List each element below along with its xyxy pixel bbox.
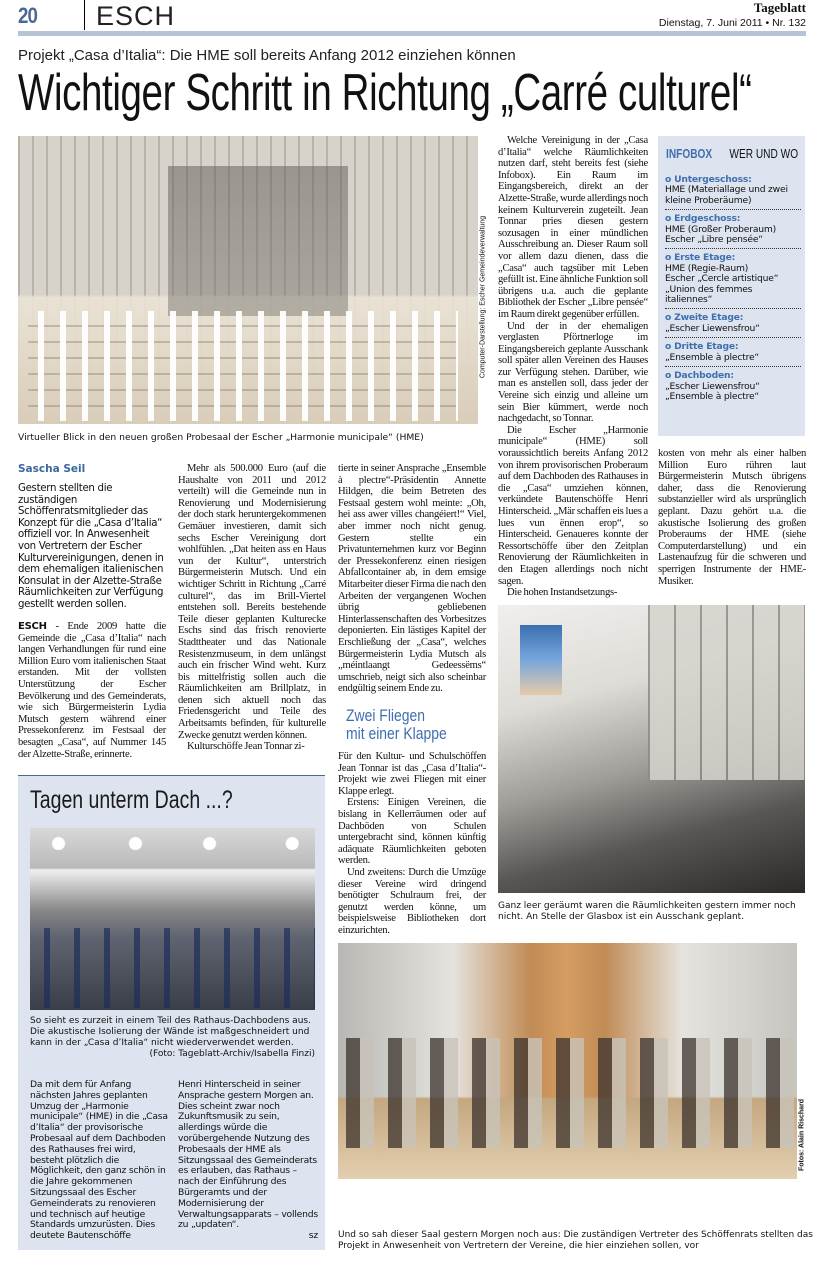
infobox: [658, 136, 805, 436]
paragraph: tierte in seiner Ansprache „Ensemble à plectre“-Präsidentin Annette Hildgen, die beim Betreten des Festsaal gestern wohl meinte: „Oh, hei ass awer villes changéiert!“ Viel, aber immer noch nicht genug. Gestern stellte ein Privatunternehmen kurz vor Beginn der Pressekonferenz einen riesigen Abfallcontainer ab, in dem emsige Mitarbeiter dieser Firma die nach den Arbeiten der vergangenen Wochen übrig gebliebenen Hinterlassenschaften des Vorbesitzes deponierten. Ein lästiges Kapitel der Erschließung der „Casa“, welches Bürgermeisterin Lydia Mutsch als „méintlaangt Gedeessëms“ umschrieb, neigt sich also scheinbar endgültig seinem Ende zu.: [338, 463, 486, 695]
paragraph: Da mit dem für Anfang nächsten Jahres geplanten Umzug der „Harmonie municipale“ (HME) in die „Casa d’Italia“ der provisorische Probesaal auf dem Dachboden des Rathauses frei wird, besteht plötzlich die Möglichkeit, den ganz schön in die Jahre gekommenen Sitzungssaal des Escher Gemeinderats zu renovieren und technisch auf heutige Standards umzurüsten. Dies deutete Bautenschöffe: [30, 1079, 168, 1242]
paragraph: Mehr als 500.000 Euro (auf die Haushalte von 2011 und 2012 verteilt) will die Gemeinde nun in Renovierung und Modernisierung der doch stark heruntergekommenen Gemäuer investieren, damit sich sechs Escher Vereinigung dort wohlfühlen. „Dat heiten ass en Haus vun der Kultur“, unterstrich Bürgermeisterin Mutsch. Und ein wichtiger Schritt in Richtung „Carré culturel“, das im Brill-Viertel entstehen soll. Bereits bestehende Teile dieser geplanten Kulturecke Eschs sind das frisch renovierte Stadttheater und das Nationale Resistenzmuseum, in dem unlängst auch ein frischer Wind weht. Kurz bis mittelfristig sollen auch die Räumlichkeiten am Brillplatz, in denen sich aktuell noch das Friedensgericht und Teile des Arbeitsamts befinden, für kulturelle Zwecke genutzt werden können.: [178, 463, 326, 741]
music-stands: [30, 928, 315, 1008]
sidebar-title: Tagen unterm Dach ...?: [30, 786, 233, 814]
section-title: ESCH: [96, 1, 176, 31]
paragraph: kosten von mehr als einer halben Million Euro rühren laut Bürgermeisterin Mutsch übrigens daher, dass die Renovierung substanzieller wird als ursprünglich geplant. Dazu gehört u.a. die akustische Isolierung des großen Proberaums der HME (siehe Computerdarstellung) und ein Lastenaufzug für die schweren und sperrigen Instrumente der HME-Musiker.: [658, 448, 806, 587]
floor-occupant: Escher „Cercle artistique“: [665, 273, 779, 285]
photo-credit-main-text: Computer-Darstellung: Escher Gemeindeverwaltung: [479, 215, 487, 379]
author-initials: sz: [308, 1230, 318, 1242]
subheading-line-1: Zwei Fliegen: [346, 706, 426, 725]
photo-credit-hall-text: Fotos: Alain Rischard: [798, 1098, 806, 1172]
author-byline: Sascha Seil: [18, 463, 86, 475]
chair-rows: [28, 311, 458, 421]
infobox-item: [665, 341, 801, 367]
stair-photo-caption: Ganz leer geräumt waren die Räumlichkeiten gestern immer noch nicht. An Stelle der Glasbox ist ein Ausschank geplant.: [498, 901, 796, 922]
floor-occupant: „Escher Liewensfrou“: [665, 322, 760, 334]
subheading-line-2: mit einer Klappe: [346, 724, 447, 743]
attic-photo-caption: [30, 1016, 315, 1060]
paragraph: Und zweitens: Durch die Umzüge dieser Vereine wird dringend benötigter Schulraum frei, der genutzt werden könne, um beispielsweise Bibliotheken dort einzurichten.: [338, 866, 486, 936]
article-column-3: [338, 463, 486, 695]
infobox-item: [665, 174, 801, 210]
attic-caption-text: So sieht es zurzeit in einem Teil des Rathaus-Dachbodens aus. Die akustische Isolierung der Wände ist maßgeschneidert und kann in der „Casa d’Italia“ nicht wiederverwendet werden.: [30, 1016, 311, 1048]
attic-rehearsal-room-photo: [30, 828, 315, 1010]
stage-area: [168, 166, 348, 316]
article-column-5: [658, 448, 806, 587]
paragraph: Die hohen Instandsetzungs-: [507, 587, 618, 599]
festival-hall-group-photo: [338, 943, 797, 1179]
floor-occupant: Escher „Libre pensée“: [665, 234, 763, 246]
paragraph-text: - Ende 2009 hatte die Gemeinde die „Casa d’Italia“ nach langen Verhandlungen für rund eine Million Euro vom italienischen Staat erstanden. Mit der vollsten Unterstützung der Escher Bevölkerung und des Gemeinderats, wie sich Bürgermeisterin Lydia Mutsch gestern während einer Pressekonferenz im Festsaal der besagten „Casa“, auf Nummer 145 der Alzette-Straße, erinnerte.: [18, 621, 166, 760]
infobox-item: [665, 370, 801, 405]
floor-label: o Zweite Etage:: [665, 312, 744, 324]
header-rule: [18, 31, 806, 36]
article-headline: Wichtiger Schritt in Richtung „Carré culturel“: [18, 64, 752, 122]
sidebar-column-1: [30, 1080, 168, 1242]
article-column-2: [178, 463, 326, 753]
dateline-esch: ESCH: [18, 621, 47, 632]
floor-label: o Dachboden:: [665, 370, 734, 382]
paragraph: Für den Kultur- und Schulschöffen Jean Tonnar ist das „Casa d’Italia“-Projekt wie zwei Fliegen mit einer Klappe erlegt.: [338, 751, 486, 797]
article-lede: Gestern stellten die zuständigen Schöffenratsmitglieder das Konzept für die „Casa d’Italia“ offiziell vor. In Anwesenheit von Vertretern der Escher Kulturvereinigungen, denen in dem ehemaligen italienischen Konsulat in der Alzette-Straße Räumlichkeiten zur Verfügung gestellt werden sollen.: [18, 483, 164, 610]
infobox-item: [665, 312, 801, 338]
floor-occupant: „Union des femmes italiennes“: [665, 283, 753, 306]
floor-label: o Erdgeschoss:: [665, 213, 741, 225]
paragraph: Erstens: Einigen Vereinen, die bislang in Kellerräumen oder auf Dachböden von Schulen untergebracht sind, können künftig adäquate Räumlichkeiten geboten werden.: [338, 797, 486, 867]
paragraph: Und der in der ehemaligen verglasten Pförtnerloge im Eingangsbereich geplante Ausschank soll später allen Vereinen des Hauses zur Verfügung stehen. Darüber, wie man es anstellen soll, dass jeder der Vereine sich einzig und alleine um sein Bier kümmert, werde noch nachgedacht, so Tonnar.: [498, 320, 648, 425]
group-of-people: [338, 1038, 797, 1148]
floor-label: o Dritte Etage:: [665, 341, 739, 353]
infobox-list: [665, 174, 801, 408]
paragraph: Henri Hinterscheid in seiner Ansprache gestern Morgen an.: [178, 1079, 314, 1101]
header-divider: [84, 0, 85, 30]
infobox-title: WER UND WO: [729, 146, 798, 161]
floor-occupant: „Escher Liewensfrou“: [665, 380, 760, 392]
wall-poster: [520, 625, 562, 695]
infobox-item: [665, 252, 801, 309]
subheading: [346, 707, 447, 743]
page-number: 20: [18, 3, 38, 28]
article-kicker: Projekt „Casa d’Italia“: Die HME soll bereits Anfang 2012 einziehen können: [18, 47, 516, 64]
paragraph: Dies scheint zwar noch Zukunftsmusik zu sein, allerdings würde die vorübergehende Nutzung des Probesaals der HME als Sitzungssaal des Gemeinderats es erlauben, das Rathaus – nach der Einführung des Bürgeramts und der Modernisierung der Verwaltungsapparats – vollends zu „updaten“.: [178, 1100, 318, 1231]
rehearsal-hall-rendering-image: [18, 136, 478, 424]
glass-box: [648, 605, 805, 780]
paragraph: Welche Vereinigung in der „Casa d’Italia“ welche Räumlichkeiten nutzen darf, steht bereits fest (siehe Infobox). Ein Raum im Eingangsbereich, direkt an der Alzette-Straße, wurde allerdings noch keinem Kulturverein zugeteilt. Jean Tonnar pries diesen gestern sozusagen in einer mündlichen Ausschreibung an. Dieser Raum soll vor allem dazu dienen, dass die „Casa“ auch tagsüber mit Leben gefüllt ist. Eine ähnliche Funktion soll übrigens u.a. auch die geplante Bibliothek der Escher „Libre pensée“ im Raum direkt gegenüber erfüllen.: [498, 135, 648, 320]
paragraph: Kulturschöffe Jean Tonnar zi-: [187, 741, 305, 753]
infobox-item: [665, 213, 801, 249]
floor-occupant: HME (Großer Proberaum): [665, 223, 777, 235]
issue-dateline: Dienstag, 7. Juni 2011 • Nr. 132: [658, 17, 806, 29]
article-column-4: [498, 135, 648, 599]
entrance-stairway-photo: [498, 605, 805, 893]
floor-label: o Erste Etage:: [665, 252, 736, 264]
floor-label: o Untergeschoss:: [665, 174, 752, 185]
infobox-label: INFOBOX: [666, 146, 713, 161]
paragraph: [18, 621, 166, 760]
newspaper-name: Tageblatt: [753, 0, 806, 15]
photo-credit-hall: [797, 1090, 807, 1180]
paragraph: Die Escher „Harmonie municipale“ (HME) soll voraussichtlich bereits Anfang 2012 von ihrem provisorischen Proberaum auf dem Dachboden des Rathauses in die „Casa“ umziehen können, verkündete Bautenschöffe Henri Hinterscheid. „Mär schaffen eis lues a lues vun ënnen erop“, so Hinterscheid. Genaueres konnte der Ressortschöffe über den Zeitplan Renovierung der Räumlichkeiten in den Etagen allerdings noch nicht sagen.: [498, 424, 648, 587]
photo-credit-main: [478, 170, 488, 424]
article-column-3-continued: [338, 751, 486, 937]
floor-occupant: „Ensemble à plectre“: [665, 390, 759, 402]
main-image-caption: Virtueller Blick in den neuen großen Probesaal der Escher „Harmonie municipale“ (HME): [18, 432, 424, 443]
attic-photo-credit: (Foto: Tageblatt-Archiv/Isabella Finzi): [149, 1049, 315, 1059]
sidebar-column-2: [178, 1080, 318, 1242]
article-column-1: [18, 621, 166, 760]
floor-occupant: HME (Materiallage und zwei kleine Proberäume): [665, 184, 788, 206]
sidebar-box: [18, 775, 325, 1250]
floor-occupant: HME (Regie-Raum): [665, 262, 749, 274]
hall-photo-caption: Und so sah dieser Saal gestern Morgen noch aus: Die zuständigen Vertreter des Schöffenrats stellten das Projekt in Anwesenheit von Vertretern der Vereine, die hier einziehen sollen, vor: [338, 1230, 813, 1251]
ceiling-lamps: [30, 834, 315, 850]
floor-occupant: „Ensemble à plectre“: [665, 351, 759, 363]
